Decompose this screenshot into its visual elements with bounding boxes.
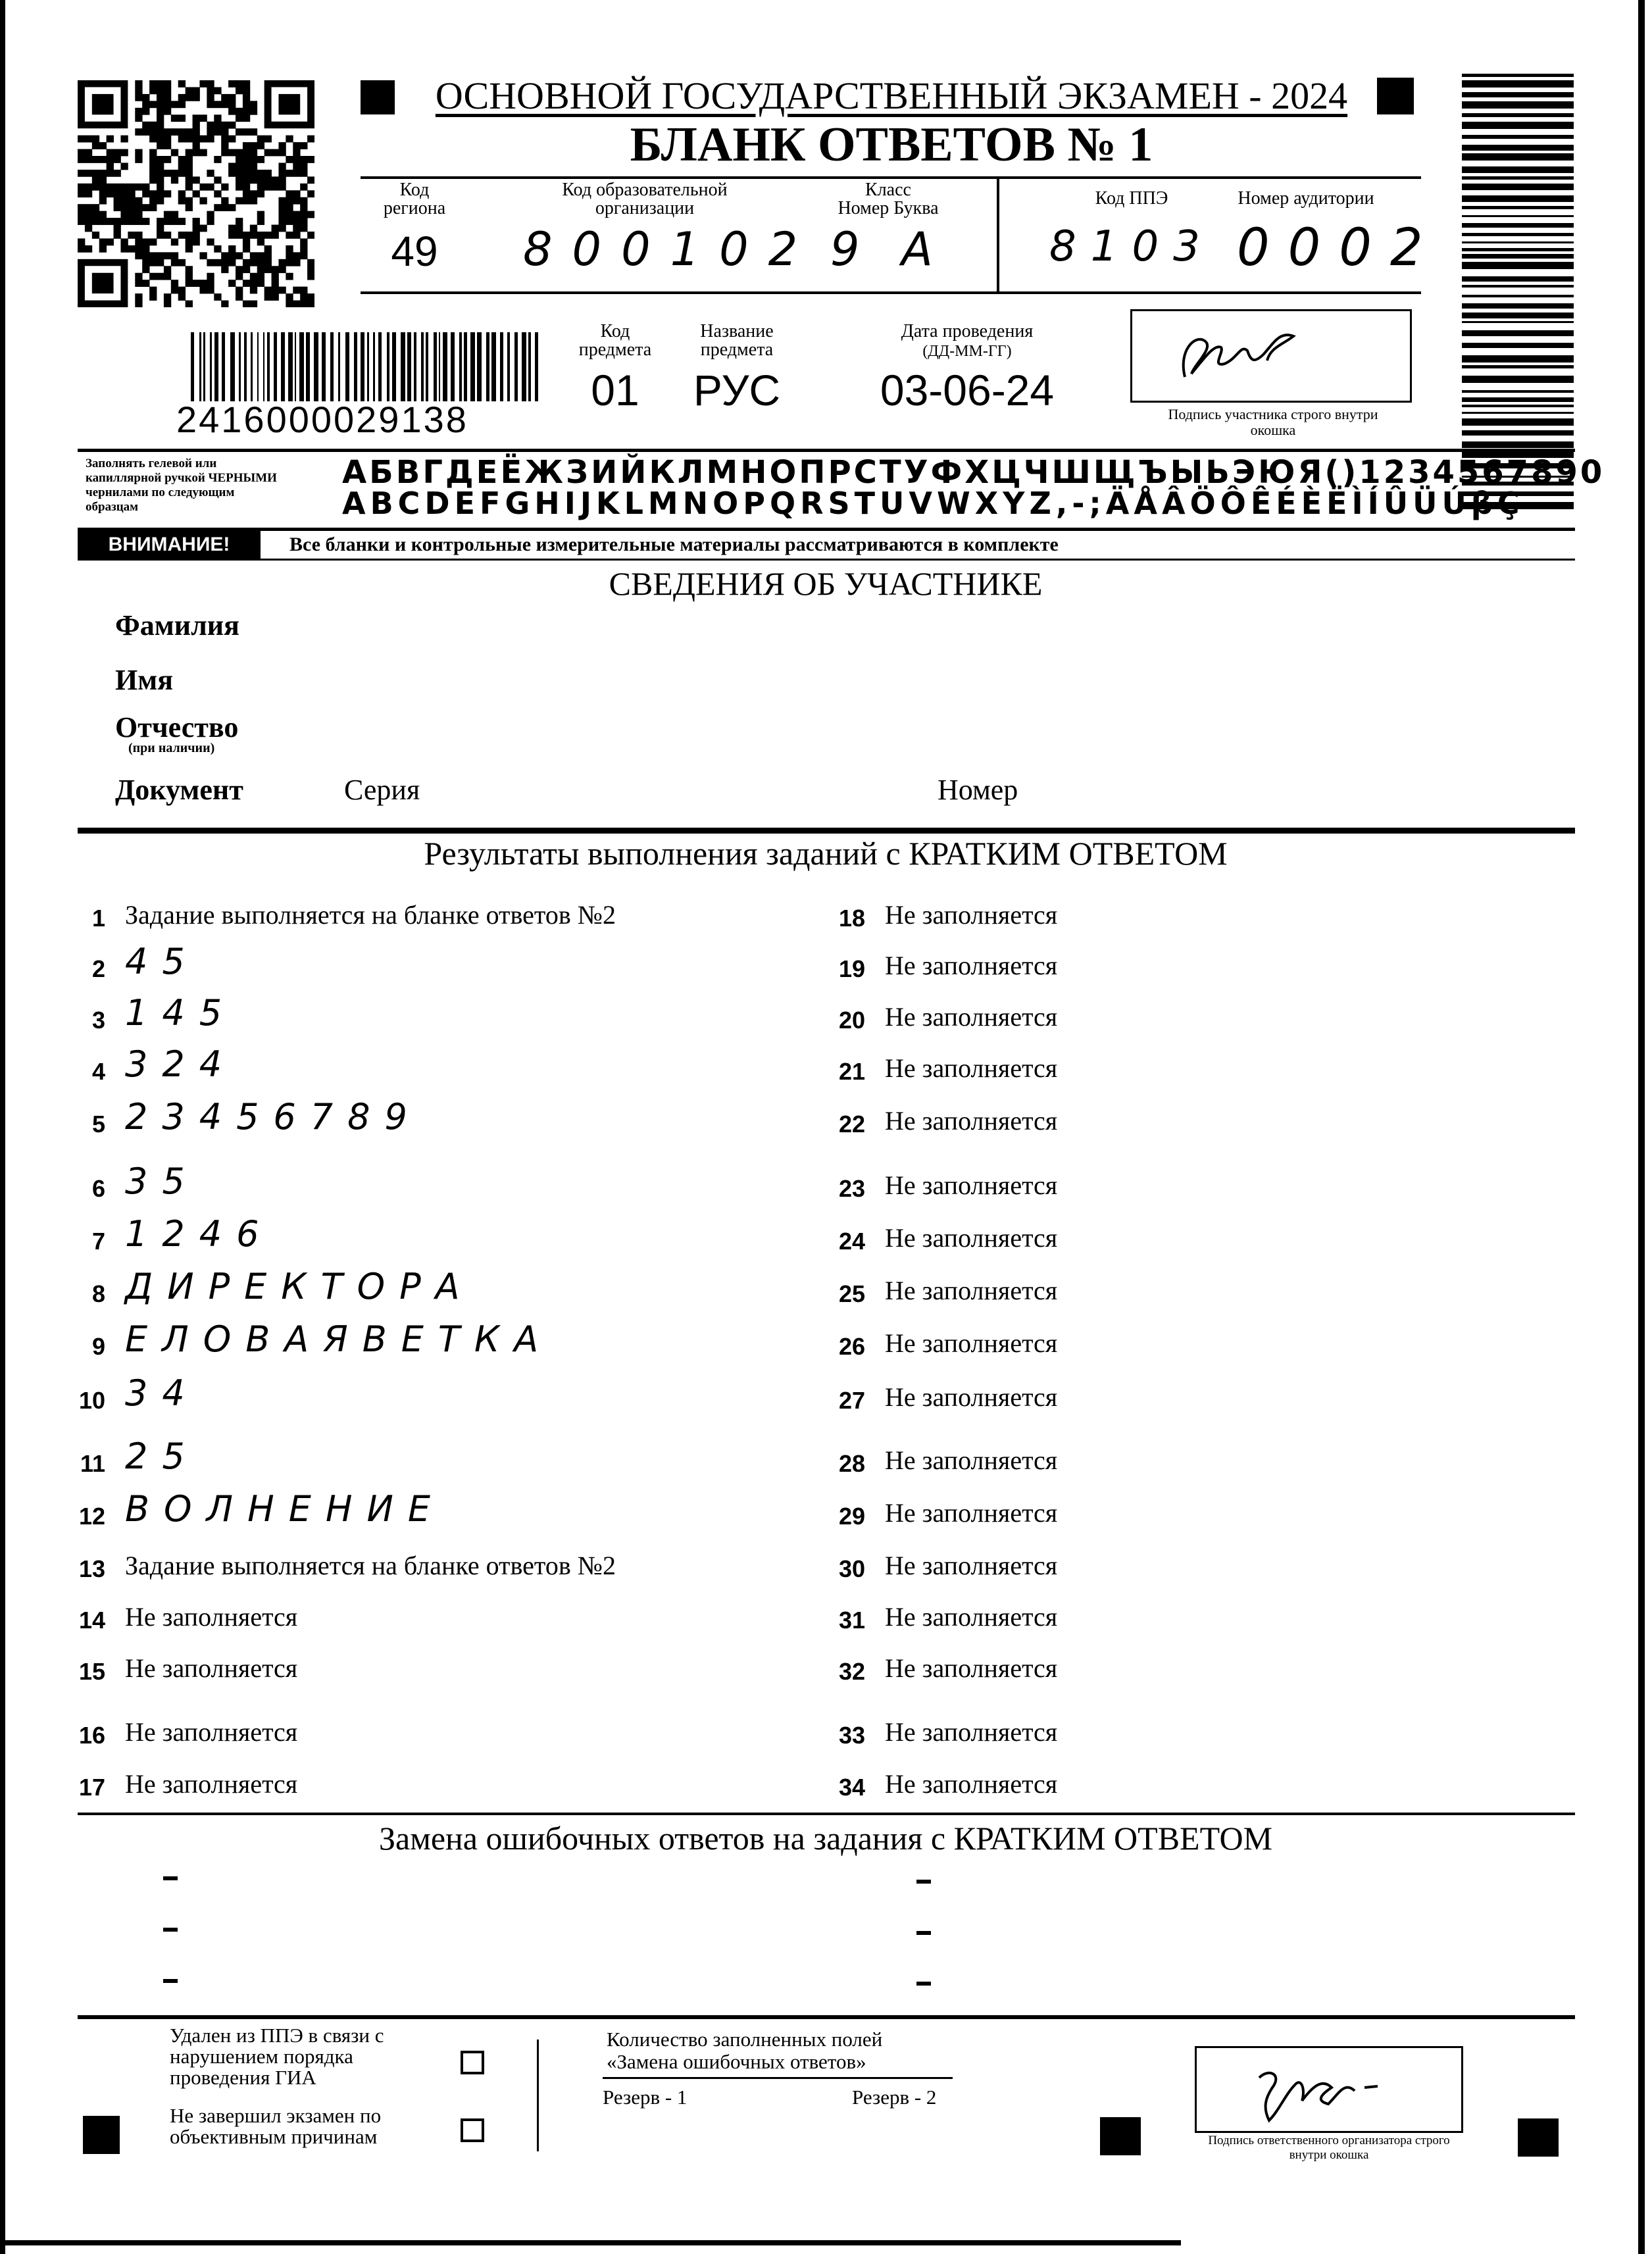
answer-text: Не заполняется (885, 1382, 1058, 1412)
number-label: Номер (938, 774, 1018, 806)
series-label: Серия (344, 774, 420, 806)
answer-text: Не заполняется (885, 1002, 1058, 1032)
name-label: Имя (115, 664, 173, 696)
answer-number: 19 (838, 955, 865, 982)
date-format: (ДД-ММ-ГГ) (922, 343, 1012, 360)
answer-number: 23 (838, 1175, 865, 1202)
class-letter: А (901, 222, 933, 276)
warning-text: Все бланки и контрольные измерительные материалы рассматриваются в комплекте (289, 534, 1059, 555)
organizer-signature-box (1195, 2046, 1463, 2133)
organizer-signature-caption: Подпись ответственного организатора строго внутри окошка (1208, 2134, 1450, 2162)
answer-text: Не заполняется (885, 951, 1058, 980)
replacement-title: Замена ошибочных ответов на задания с КРАТКИМ ОТВЕТОМ (378, 1820, 1273, 1857)
answer-number: 7 (91, 1228, 105, 1255)
ppe-label: Код ППЭ (1095, 188, 1168, 209)
replacement-dash-left-2 (163, 1928, 178, 1932)
patronymic-label: Отчество (115, 711, 239, 743)
exam-title: ОСНОВНОЙ ГОСУДАРСТВЕННЫЙ ЭКЗАМЕН - 2024 (435, 74, 1348, 117)
not-finished-label: Не завершил экзамен по объективным причинам (170, 2104, 382, 2148)
answer-number: 11 (80, 1450, 105, 1477)
answer-number: 33 (838, 1722, 865, 1749)
answer-text: Не заполняется (125, 1769, 298, 1799)
ppe-value: 8103 (1049, 222, 1214, 271)
scan-left-edge (0, 0, 5, 2254)
handwritten-answer: 45 (125, 941, 199, 982)
codes-bottom-rule (361, 291, 1421, 294)
handwritten-answer: ЕЛОВАЯВЕТКА (125, 1318, 553, 1360)
answer-text: Не заполняется (885, 900, 1058, 930)
answer-text: Не заполняется (885, 1328, 1058, 1358)
answer-number: 24 (838, 1228, 865, 1255)
codes-top-rule (361, 176, 1421, 179)
subject-code-value: 01 (591, 366, 639, 414)
patronymic-note: (при наличии) (128, 741, 215, 755)
marker-bottom-right (1518, 2118, 1559, 2157)
answer-number: 14 (78, 1607, 105, 1634)
date-label: Дата проведения (901, 321, 1034, 341)
warning-badge: ВНИМАНИЕ! (78, 531, 261, 559)
barcode-number: 2416000029138 (176, 399, 468, 440)
answer-number: 12 (78, 1503, 105, 1530)
answer-number: 18 (838, 905, 865, 932)
answer-text: Задание выполняется на бланке ответов №2 (125, 1551, 616, 1580)
answer-number: 22 (838, 1111, 865, 1138)
answer-text: Не заполняется (885, 1717, 1058, 1747)
removed-checkbox[interactable] (461, 2051, 484, 2074)
answer-text: Не заполняется (885, 1053, 1058, 1083)
org-value: 800102 (523, 222, 818, 276)
participant-title: СВЕДЕНИЯ ОБ УЧАСТНИКЕ (609, 565, 1043, 602)
class-sub-label: Номер Буква (838, 198, 939, 218)
answer-number: 17 (78, 1774, 105, 1801)
handwritten-answer: 145 (125, 992, 237, 1034)
room-label: Номер аудитории (1238, 188, 1374, 209)
answer-number: 6 (91, 1175, 105, 1202)
sample-top-rule (78, 449, 1575, 452)
participant-signature (1132, 311, 1410, 401)
answer-number: 28 (838, 1450, 865, 1477)
count-underline (603, 2077, 953, 2079)
answer-number: 1 (91, 905, 105, 932)
document-label: Документ (115, 774, 243, 806)
handwritten-answer: ДИРЕКТОРА (125, 1266, 474, 1307)
answer-text: Не заполняется (885, 1498, 1058, 1528)
answer-number: 2 (91, 955, 105, 982)
answer-number: 10 (78, 1387, 105, 1414)
answer-number: 3 (91, 1007, 105, 1034)
sample-row-1: АБВГДЕЁЖЗИЙКЛМНОПРСТУФХЦЧШЩЪЫЬЭЮЯ()1234567890 (342, 454, 1605, 491)
handwritten-answer: 23456789 (125, 1096, 422, 1138)
sample-instruction: Заполнять гелевой или капиллярной ручкой ЧЕРНЫМИ чернилами по следующим образцам (86, 457, 277, 514)
answer-text: Не заполняется (885, 1602, 1058, 1632)
answer-number: 29 (838, 1503, 865, 1530)
answer-text: Не заполняется (885, 1170, 1058, 1200)
reserve-2: Резерв - 2 (852, 2086, 937, 2109)
answer-text: Задание выполняется на бланке ответов №2 (125, 900, 616, 930)
answer-text: Не заполняется (125, 1717, 298, 1747)
footer-top-rule (78, 2015, 1575, 2019)
handwritten-answer: 324 (125, 1043, 237, 1085)
vertical-barcode (1462, 74, 1574, 511)
reserve-1: Резерв - 1 (603, 2086, 688, 2109)
count-label: Количество заполненных полей «Замена ошибочных ответов» (607, 2028, 883, 2073)
warning-top-rule (78, 528, 1575, 531)
answer-number: 8 (91, 1280, 105, 1307)
results-title: Результаты выполнения заданий с КРАТКИМ ОТВЕТОМ (424, 835, 1228, 872)
replacement-dash-right-1 (916, 1880, 931, 1884)
date-value: 03-06-24 (880, 366, 1055, 414)
answer-number: 9 (91, 1333, 105, 1360)
marker-top-left (361, 80, 395, 114)
answer-text: Не заполняется (125, 1602, 298, 1632)
answer-text: Не заполняется (885, 1551, 1058, 1580)
answer-number: 27 (838, 1387, 865, 1414)
qr-code (78, 80, 314, 307)
replacement-dash-left-1 (163, 1876, 178, 1880)
surname-label: Фамилия (115, 609, 239, 641)
answer-number: 34 (838, 1774, 865, 1801)
handwritten-answer: 1246 (125, 1213, 274, 1255)
handwritten-answer: 35 (125, 1161, 199, 1202)
answer-number: 26 (838, 1333, 865, 1360)
subject-name-label: Название предмета (700, 321, 774, 360)
class-number: 9 (830, 222, 860, 276)
handwritten-answer: 34 (125, 1372, 199, 1414)
answer-number: 16 (78, 1722, 105, 1749)
scan-bottom-edge (0, 2240, 1181, 2245)
footer-divider (537, 2040, 539, 2151)
scan-right-edge (1638, 0, 1645, 2254)
sample-row-2: ABCDEFGHIJKLMNOPQRSTUVWXYZ,-;ÄÅÂÖÔÊÉÈËÌÍÛÜÚβÇ (342, 486, 1524, 521)
answer-number: 31 (838, 1607, 865, 1634)
answer-text: Не заполняется (885, 1223, 1058, 1253)
replacement-dash-right-3 (916, 1982, 931, 1986)
codes-divider (997, 176, 999, 294)
answer-number: 21 (838, 1058, 865, 1085)
answer-number: 13 (78, 1555, 105, 1582)
replacement-dash-right-2 (916, 1931, 931, 1935)
answer-number: 25 (838, 1280, 865, 1307)
participant-signature-caption: Подпись участника строго внутри окошка (1168, 406, 1378, 438)
replacement-dash-left-3 (163, 1979, 178, 1983)
room-value: 0002 (1237, 218, 1441, 278)
results-bottom-rule (78, 1813, 1575, 1815)
answer-text: Не заполняется (885, 1106, 1058, 1136)
marker-bottom-left (83, 2116, 120, 2154)
removed-label: Удален из ППЭ в связи с нарушением порядка проведения ГИА (170, 2024, 384, 2089)
form-title: БЛАНК ОТВЕТОВ № 1 (630, 118, 1153, 172)
answer-text: Не заполняется (885, 1276, 1058, 1305)
not-finished-checkbox[interactable] (461, 2118, 484, 2142)
organizer-signature (1197, 2048, 1461, 2131)
answer-number: 20 (838, 1007, 865, 1034)
results-top-rule (78, 828, 1575, 834)
region-label: Код региона (383, 180, 446, 218)
class-label: Класс (865, 180, 911, 200)
answer-number: 5 (91, 1111, 105, 1138)
answer-number: 15 (78, 1658, 105, 1685)
marker-top-right (1377, 78, 1414, 114)
participant-signature-box (1130, 309, 1412, 403)
answer-text: Не заполняется (125, 1653, 298, 1683)
marker-bottom-middle (1100, 2117, 1141, 2155)
answer-number: 32 (838, 1658, 865, 1685)
subject-name-value: РУС (693, 366, 781, 414)
handwritten-answer: ВОЛНЕНИЕ (125, 1488, 445, 1530)
answer-number: 4 (91, 1058, 105, 1085)
handwritten-answer: 25 (125, 1436, 199, 1477)
answer-number: 30 (838, 1555, 865, 1582)
subject-code-label: Код предмета (578, 321, 652, 360)
org-label: Код образовательной организации (562, 180, 728, 218)
answer-text: Не заполняется (885, 1769, 1058, 1799)
region-value: 49 (391, 228, 438, 275)
answer-text: Не заполняется (885, 1653, 1058, 1683)
answer-text: Не заполняется (885, 1445, 1058, 1475)
warning-bottom-rule (78, 559, 1575, 561)
